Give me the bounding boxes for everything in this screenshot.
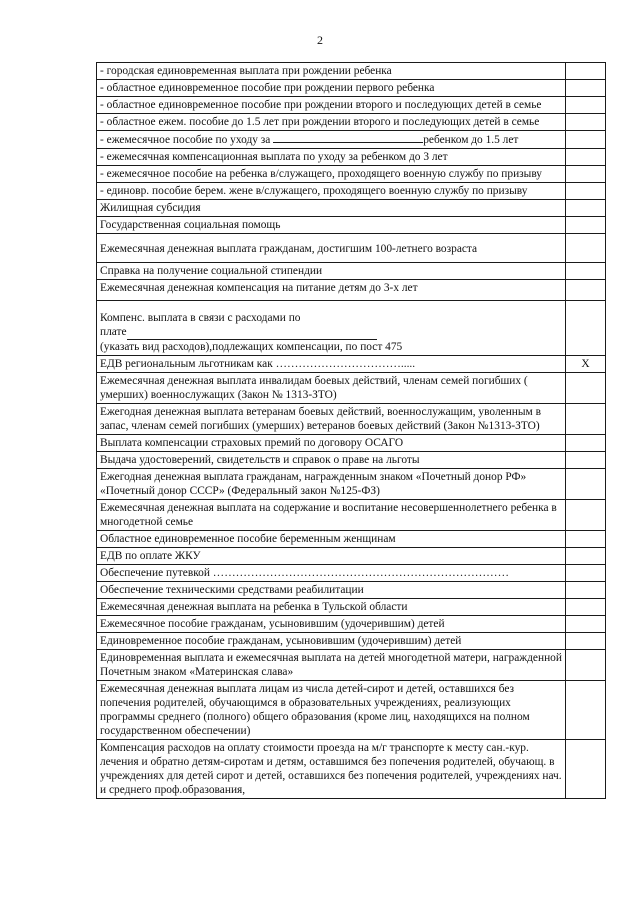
row-text-before: - ежемесячное пособие по уходу за <box>100 134 271 146</box>
row-text: Ежегодная денежная выплата гражданам, награжденным знаком «Почетный донор РФ» «Почетный донор СССР» (Федеральный закон №125-ФЗ) <box>97 469 566 500</box>
table-row <box>97 681 606 740</box>
table-row <box>97 599 606 616</box>
row-text: Выплата компенсации страховых премий по договору ОСАГО <box>97 435 566 452</box>
row-text: Ежемесячная денежная выплата инвалидам боевых действий, членам семей погибших ( умерших) военнослужащих (Закон № 1313-ЗТО) <box>97 373 566 404</box>
table-row <box>97 740 606 799</box>
table-row <box>97 217 606 234</box>
row-text: Ежемесячная денежная компенсация на питание детям до 3-х лет <box>97 280 566 301</box>
row-text: - ежемесячная компенсационная выплата по уходу за ребенком до 3 лет <box>97 149 566 166</box>
table-row <box>97 80 606 97</box>
table-row <box>97 114 606 131</box>
row-mark-cell[interactable] <box>566 633 606 650</box>
table-row <box>97 356 606 373</box>
row-mark-cell[interactable] <box>566 500 606 531</box>
table-row <box>97 373 606 404</box>
table-row <box>97 650 606 681</box>
row-mark-cell[interactable] <box>566 131 606 149</box>
table-row <box>97 149 606 166</box>
row-text: Ежемесячная денежная выплата гражданам, достигшим 100-летнего возраста <box>97 234 566 263</box>
table-row <box>97 166 606 183</box>
row-mark-cell[interactable] <box>566 280 606 301</box>
row-text: - городская единовременная выплата при рождении ребенка <box>97 63 566 80</box>
row-mark-cell[interactable] <box>566 435 606 452</box>
table-row <box>97 452 606 469</box>
table-row <box>97 435 606 452</box>
table-row <box>97 183 606 200</box>
row-mark-cell[interactable] <box>566 263 606 280</box>
row-mark-cell[interactable] <box>566 114 606 131</box>
row-text: Областное единовременное пособие беременным женщинам <box>97 531 566 548</box>
row-text: Единовременная выплата и ежемесячная выплата на детей многодетной матери, награжденной Почетным знаком «Материнская слава» <box>97 650 566 681</box>
row-mark-cell[interactable] <box>566 217 606 234</box>
table-row <box>97 234 606 263</box>
table-row <box>97 531 606 548</box>
table-row <box>97 97 606 114</box>
row-mark-cell[interactable] <box>566 234 606 263</box>
row-line: (указать вид расходов),подлежащих компенсации, по пост 475 <box>100 341 403 353</box>
row-text: Единовременное пособие гражданам, усыновившим (удочерившим) детей <box>97 633 566 650</box>
row-text-after: ребенком до 1.5 лет <box>423 134 519 146</box>
table-row <box>97 548 606 565</box>
row-mark-cell[interactable] <box>566 149 606 166</box>
row-mark-cell[interactable] <box>566 97 606 114</box>
row-mark-cell[interactable] <box>566 681 606 740</box>
table-row <box>97 565 606 582</box>
table-row <box>97 63 606 80</box>
row-text: Ежемесячная денежная выплата на содержание и воспитание несовершеннолетнего ребенка в многодетной семье <box>97 500 566 531</box>
row-mark-cell[interactable] <box>566 599 606 616</box>
table-row <box>97 301 606 356</box>
table-row <box>97 404 606 435</box>
table-row <box>97 131 606 149</box>
row-mark-cell[interactable] <box>566 740 606 799</box>
table-row <box>97 200 606 217</box>
table-row <box>97 469 606 500</box>
fill-in-blank[interactable] <box>273 132 423 143</box>
row-text: - ежемесячное пособие на ребенка в/служащего, проходящего военную службу по призыву <box>97 166 566 183</box>
table-row <box>97 280 606 301</box>
row-mark-cell[interactable]: X <box>566 356 606 373</box>
row-mark-cell[interactable] <box>566 582 606 599</box>
benefits-table <box>96 62 606 799</box>
row-text: ЕДВ региональным льготникам как ……………………………..... <box>97 356 566 373</box>
row-text: - областное единовременное пособие при рождении первого ребенка <box>97 80 566 97</box>
row-mark-cell[interactable] <box>566 404 606 435</box>
table-row <box>97 616 606 633</box>
row-text-with-blank <box>97 131 566 149</box>
table-row <box>97 633 606 650</box>
fill-in-blank[interactable] <box>127 325 377 340</box>
row-mark-cell[interactable] <box>566 80 606 97</box>
row-line <box>100 325 562 340</box>
row-text-multiline <box>97 301 566 356</box>
row-text: Ежемесячная денежная выплата лицам из числа детей-сирот и детей, оставшихся без попечения родителей, обучающимся в образовательных учреждениях, реализующих программы среднего (полного) общего образования (кроме лиц, находящихся на полном государственном обеспечении) <box>97 681 566 740</box>
row-text: Выдача удостоверений, свидетельств и справок о праве на льготы <box>97 452 566 469</box>
row-mark-cell[interactable] <box>566 616 606 633</box>
row-mark-cell[interactable] <box>566 548 606 565</box>
table-row <box>97 500 606 531</box>
row-text: Ежегодная денежная выплата ветеранам боевых действий, военнослужащим, уволенным в запас, членам семей погибших (умерших) ветеранов боевых действий (Закон №1313-ЗТО) <box>97 404 566 435</box>
page-number: 2 <box>317 33 323 47</box>
row-text: - областное ежем. пособие до 1.5 лет при рождении второго и последующих детей в семье <box>97 114 566 131</box>
row-mark-cell[interactable] <box>566 531 606 548</box>
row-text: - единовр. пособие берем. жене в/служащего, проходящего военную службу по призыву <box>97 183 566 200</box>
row-mark-cell[interactable] <box>566 301 606 356</box>
row-mark-cell[interactable] <box>566 565 606 582</box>
row-text: Ежемесячная денежная выплата на ребенка в Тульской области <box>97 599 566 616</box>
row-text: Обеспечение техническими средствами реабилитации <box>97 582 566 599</box>
row-mark-cell[interactable] <box>566 452 606 469</box>
row-text: Государственная социальная помощь <box>97 217 566 234</box>
table-row <box>97 263 606 280</box>
row-line-text: плате <box>100 326 127 338</box>
row-text: - областное единовременное пособие при рождении второго и последующих детей в семье <box>97 97 566 114</box>
row-text: Справка на получение социальной стипендии <box>97 263 566 280</box>
table-row <box>97 582 606 599</box>
row-text: Ежемесячное пособие гражданам, усыновившим (удочерившим) детей <box>97 616 566 633</box>
row-mark-cell[interactable] <box>566 200 606 217</box>
row-text: Обеспечение путевкой …………………………………………………………………… <box>97 565 566 582</box>
row-text: Компенсация расходов на оплату стоимости проезда на м/г транспорте к месту сан.-кур. лечения и обратно детям-сиротам и детям, оставшимся без попечения родителей, обучающ. в учреждениях для детей сирот и детей, оставшихся без попечения родителей, учреждениях нач. и среднего проф.образования, <box>97 740 566 799</box>
row-mark-cell[interactable] <box>566 63 606 80</box>
row-mark-cell[interactable] <box>566 469 606 500</box>
row-text: ЕДВ по оплате ЖКУ <box>97 548 566 565</box>
row-line: Компенс. выплата в связи с расходами по <box>100 312 301 324</box>
row-mark-cell[interactable] <box>566 183 606 200</box>
row-mark-cell[interactable] <box>566 166 606 183</box>
row-mark-cell[interactable] <box>566 650 606 681</box>
row-mark-cell[interactable] <box>566 373 606 404</box>
row-text: Жилищная субсидия <box>97 200 566 217</box>
